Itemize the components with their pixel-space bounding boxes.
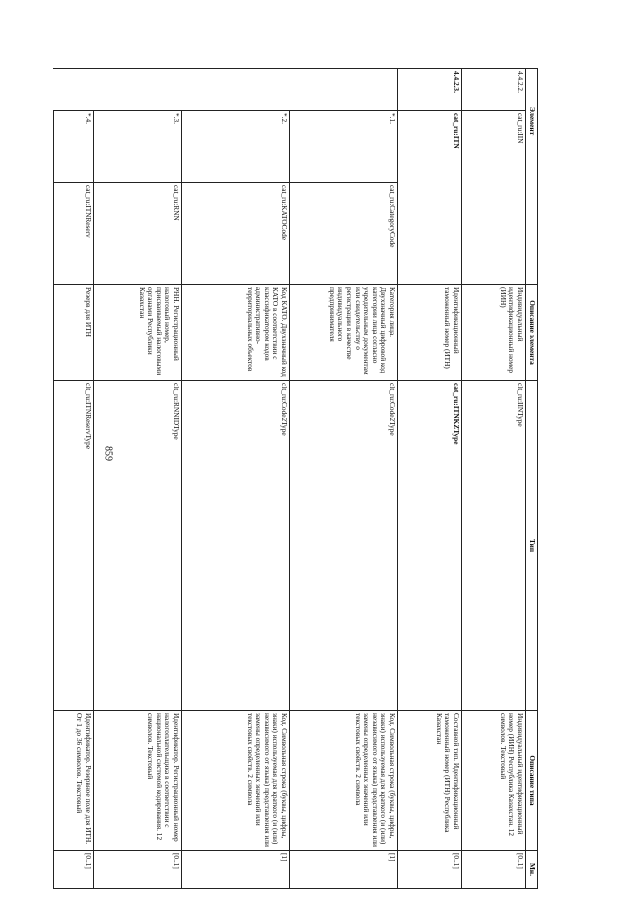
multiplicity: [0..1] [94,851,182,889]
header-type-description: Описание типа [526,711,538,851]
type-description: Индивидуальный идентификационный номер (ИИН) Республика Казахстан. 12 символов. Текстовый [462,711,526,851]
row-number: *.3. [94,111,182,183]
type-name: clt_ru:Code2Type [290,381,398,711]
table-row [182,69,290,889]
type-name: clt_ru:ITNReservType [54,381,94,711]
type-description: Код. Символьная строка (буквы, цифры, знаки) используемая для краткого (и (или) независимого от языка) представления или замены определенных значений или текстовых свойств. 2 символа [182,711,290,851]
type-name: clt_ru:IINType [462,381,526,711]
multiplicity: [0..1] [398,851,462,889]
elements-table [53,68,538,889]
element-description: Резерв для ИТН [54,285,94,381]
page-number: 859 [102,446,114,461]
element-name: cat_ru:ITN [398,111,462,285]
header-multiplicity: Мн. [526,851,538,889]
row-number: *.4. [54,111,94,183]
type-description: Идентификатор. Регистрационный номер налогоплательщика в соответствии с национальной системой кодирования. 12 символов. Текстовый [94,711,182,851]
type-description: Код. Символьная строка (буквы, цифры, знаки) используемая для краткого (и (или) независимого от языка) представления или замены определенных значений или текстовых свойств. 2 символа [290,711,398,851]
row-number: 4.4.2.2. [462,69,526,111]
element-description: Код КАТО. Двухзначный код КАТО в соответствии с классификатором кодов административно-территориальных объектов [182,285,290,381]
table-header-row [526,69,538,889]
type-description: Составной тип. Идентификационный таможенный номер (ИТН) Республика Казахстан [398,711,462,851]
multiplicity: [1] [182,851,290,889]
multiplicity: [0..1] [54,851,94,889]
indent-cell [290,69,398,111]
header-type: Тип [526,381,538,711]
indent-cell [54,69,94,111]
indent-cell [182,69,290,111]
element-description: Категория лица. Двухзначный цифровой код категории лица согласно учредительным документам или свидетельству о регистрации в качестве индивидуального предпринимателя [290,285,398,381]
table-row [94,69,182,889]
element-name: cat_ru:KATOCode [182,183,290,285]
element-name: cat_ru:IIN [462,111,526,285]
row-number: 4.4.2.3. [398,69,462,111]
table-row [54,69,94,889]
table-row [462,69,526,889]
header-element-description: Описание элемента [526,285,538,381]
element-description: Индивидуальный идентификационный номер (ИИН) [462,285,526,381]
table-row [290,69,398,889]
header-element: Элемент [526,69,538,285]
multiplicity: [0..1] [462,851,526,889]
type-name: clt_ru:RNNIDType [94,381,182,711]
element-description: РНН. Регистрационный налоговый номер, присваиваемый налоговыми органами Республики Казахстан [94,285,182,381]
type-description: Идентификатор. Резервное поле для ИТН. От 1 до 36 символов. Текстовый [54,711,94,851]
element-name: cat_ru:RNN [94,183,182,285]
element-description: Идентификационный таможенный номер (ИТН) [398,285,462,381]
row-number: *.2. [182,111,290,183]
element-name: cat_ru:ITNReserv [54,183,94,285]
element-name: cat_ru:CategoryCode [290,183,398,285]
multiplicity: [1] [290,851,398,889]
type-name: cat_ru:ITNKZType [398,381,462,711]
type-name: clt_ru:Code2Type [182,381,290,711]
row-number: *.1. [290,111,398,183]
table-row [398,69,462,889]
indent-cell [94,69,182,111]
